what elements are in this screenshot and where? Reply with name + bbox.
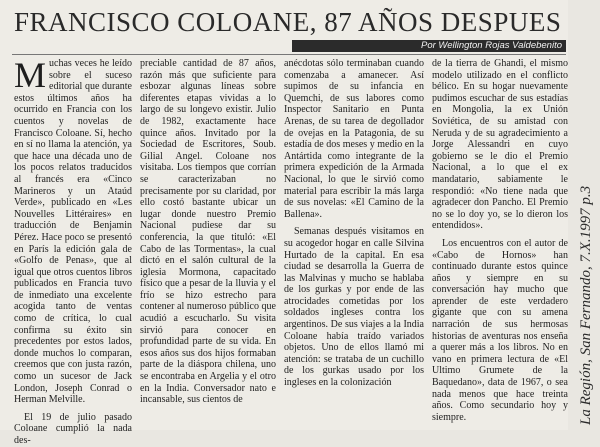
article-byline: Por Wellington Rojas Valdebenito xyxy=(292,40,566,52)
article-column-1 xyxy=(14,55,132,446)
article-paragraph: Semanas después visitamos en su acogedor hogar en calle Silvina Hurtado de la capital. En esa ciudad se desarrolla la Guerra de las Malvinas y mucho se hablaba de los gurkas y por ende de las atrocidades cometidas por los soldados ingleses contra los argentinos. De sus viajes a la India Coloane había traído variados objetos. Uno de ellos llamó mi atención: se trataba de un cuchillo de los gurkas usado por los ingleses en la colonización xyxy=(284,226,424,389)
article-column-4 xyxy=(432,58,568,428)
article-paragraph: Los encuentros con el autor de «Cabo de Hornos» han continuado durante estos quince años y siempre en su conversación hay mucho que aprender de este verdadero gigante que con su amena narración de sus hermosas historias de aventuras nos enseña a querer más a los libros. No en vano en primera lectura de «El Ultimo Grumete de la Baquedano», data de 1967, o sea nada menos que hace treinta años. Como secundario hoy y siempre. xyxy=(432,237,568,423)
article-column-3 xyxy=(284,58,424,428)
handwritten-note-svg xyxy=(572,55,598,430)
handwritten-note-text: La Región, San Fernando, 7.X.1997 p.3 xyxy=(578,185,594,425)
article-column-2 xyxy=(140,58,276,428)
article-paragraph: anécdotas sólo terminaban cuando comenzaba a amanecer. Así supimos de su infancia en Quemchi, de sus labores como Inspector Sanitario en Punta Arenas, de su tarea de degollador de ovejas en la Patagonia, de su estadía de dos meses y medio en la Antártida como integrante de la primera expedición de la Armada Nacional, lo que le sirvió como material para escribir la más larga de sus novelas: «El Camino de la Ballena». xyxy=(284,58,424,220)
drop-cap: M xyxy=(14,55,47,95)
article-paragraph: preciable cantidad de 87 años, razón más que suficiente para esbozar algunas líneas sobre diferentes etapas vividas a lo largo de su longevo existir. Julio de 1982, exactamente hace quince años. Invitado por la Sociedad de Escritores, Soub. Gilial Angel. Coloane nos visitaba. Los tiempos que corrían se caracterizaban no precisamente por su claridad, por ello costó bastante ubicar un lugar donde nuestro Premio Nacional pudiese dar su conferencia, la que tituló: «El Cabo de las Tormentas», la cual dictó en el salón cultural de la iglesia Mormona, capacitado físico que a pesar de la lluvia y el frío se hizo estrecho para contener al numeroso público que acudió a escucharlo. Su visita sirvió para conocer en profundidad parte de su vida. En esos años sus dos hijos formaban parte de la diáspora chilena, uno se encontraba en Argelia y el otro en la India. Conversador nato e incansable, sus cientos de xyxy=(140,58,276,406)
article-paragraph: El 19 de julio pasado Coloane cumplió la nada des- xyxy=(14,411,132,446)
handwritten-source-note xyxy=(572,55,598,430)
article-paragraph: de la tierra de Ghandi, el mismo modelo utilizado en el conflicto bélico. En su hogar nuevamente pudimos escuchar de sus estadías en Mongolia, la ex Unión Soviética, de su amistad con Neruda y de su agradecimiento a Jorge Alessandri en cuyo gobierno se le dio el Premio Nacional, a lo que el ex mandatario, sabiamente le respondió: «No tiene nada que agradecer don Pancho. El Premio no se lo doy yo, se lo dieron los entendidos». xyxy=(432,58,568,232)
article-paragraph xyxy=(14,55,132,406)
article-headline: FRANCISCO COLOANE, 87 AÑOS DESPUES xyxy=(14,7,562,37)
header-rule xyxy=(12,54,566,55)
paragraph-text: uchas veces he leído sobre el suceso editorial que durante estos últimos años ha ocurrido en Francia con los cuentos y novelas de Francisco Coloane. Sí, hecho en sí no llama la atención, ya que hace una década uno de los pocos relatos traducidos al francés era «Cinco Marineros y un Ataúd Verde», publicado en «Les Nouvelles Littéraires» en traducción de Benjamin Pérez. Hace poco se presentó en París la edición gala de «Golfo de Penas», que al igual que otros cuentos libros publicados en Francia tuvo de inmediato una excelente acogida tanto de ventas como de crítica, lo cual confirma su éxito sin precedentes por estos lados, donde muchos lo comparan, creemos que con justa razón, como un sucesor de Jack London, Joseph Conrad o Herman Melville. xyxy=(14,58,132,406)
